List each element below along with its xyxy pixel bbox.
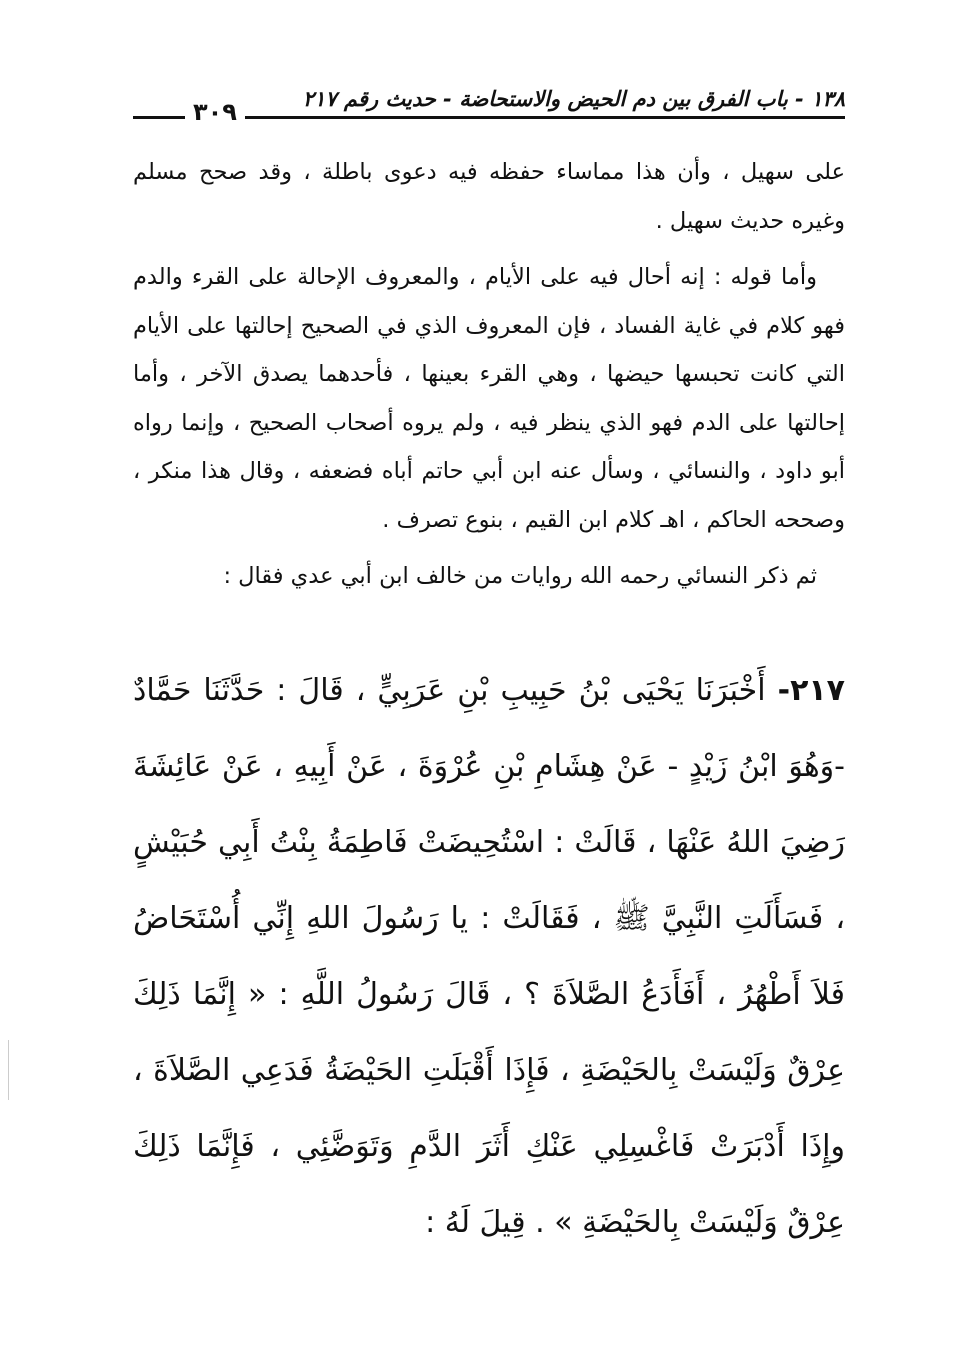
hadith-text: أَخْبَرَنَا يَحْيَى بْنُ حَبِيبِ بْنِ عَرَبِيٍّ ، قَالَ : حَدَّثَنَا حَمَّادٌ -وَهُوَ ابْنُ زَيْدٍ - عَنْ هِشَامِ بْنِ عُرْوَةَ ، عَنْ أَبِيهِ ، عَنْ عَائِشَةَ رَضِيَ اللهُ عَنْهَا ، قَالَتْ : اسْتُحِيضَتْ فَاطِمَةُ بِنْتُ أَبِي حُبَيْشٍ ، فَسَأَلَتِ النَّبِيَّ ﷺ ، فَقَالَتْ : يا رَسُولَ اللهِ إِنِّي أُسْتَحَاضُ فَلاَ أَطْهُرُ ، أَفَأَدَعُ الصَّلاَةَ ؟ ، قَالَ رَسُولُ اللَّهِ : « إِنَّمَا ذَلِكَ عِرْقٌ وَلَيْسَتْ بِالحَيْضَةِ ، فَإِذَا أَقْبَلَتِ الحَيْضَةُ فَدَعِي الصَّلاَةَ ، وإِذَا أَدْبَرَتْ فَاغْسِلِي عَنْكِ أَثَرَ الدَّمِ وَتَوَضَّئِي ، فَإِنَّمَا ذَلِكَ عِرْقٌ وَلَيْسَتْ بِالحَيْضَةِ » . قِيلَ لَهُ :: [133, 673, 845, 1240]
page-number: ٣٠٩: [185, 92, 245, 132]
commentary-text: [133, 148, 845, 601]
scan-edge-mark: [8, 1040, 9, 1100]
hadith-number: ٢١٧-: [777, 673, 845, 708]
header-title: ١٣٨ - باب الفرق بين دم الحيض والاستحاضة - حديث رقم ٢١٧: [289, 82, 845, 116]
paragraph-2: وأما قوله : إنه أحال فيه على الأيام ، والمعروف الإحالة على القرء والدم فهو كلام في غاية الفساد ، فإن المعروف الذي في الصحيح إحالتها على الأيام التي كانت تحبسها حيضها ، وهي القرء بعينها ، فأحدهما يصدق الآخر ، وأما إحالتها على الدم فهو الذي ينظر فيه ، ولم يروه أصحاب الصحيح ، وإنما رواه أبو داود ، والنسائي ، وسأل عنه ابن أبي حاتم أباه فضعفه ، وقال هذا منكر ، وصححه الحاكم ، اهـ كلام ابن القيم ، بنوع تصرف .: [133, 264, 845, 533]
paragraph-3: ثم ذكر النسائي رحمه الله روايات من خالف ابن أبي عدي فقال :: [223, 563, 817, 589]
running-header: [133, 82, 845, 126]
paragraph-1: على سهيل ، وأن هذا مماساء حفظه فيه دعوى باطلة ، وقد صحح مسلم وغيره حديث سهيل .: [133, 159, 845, 234]
hadith-paragraph: [133, 653, 845, 1261]
hadith-block: [133, 653, 845, 1261]
